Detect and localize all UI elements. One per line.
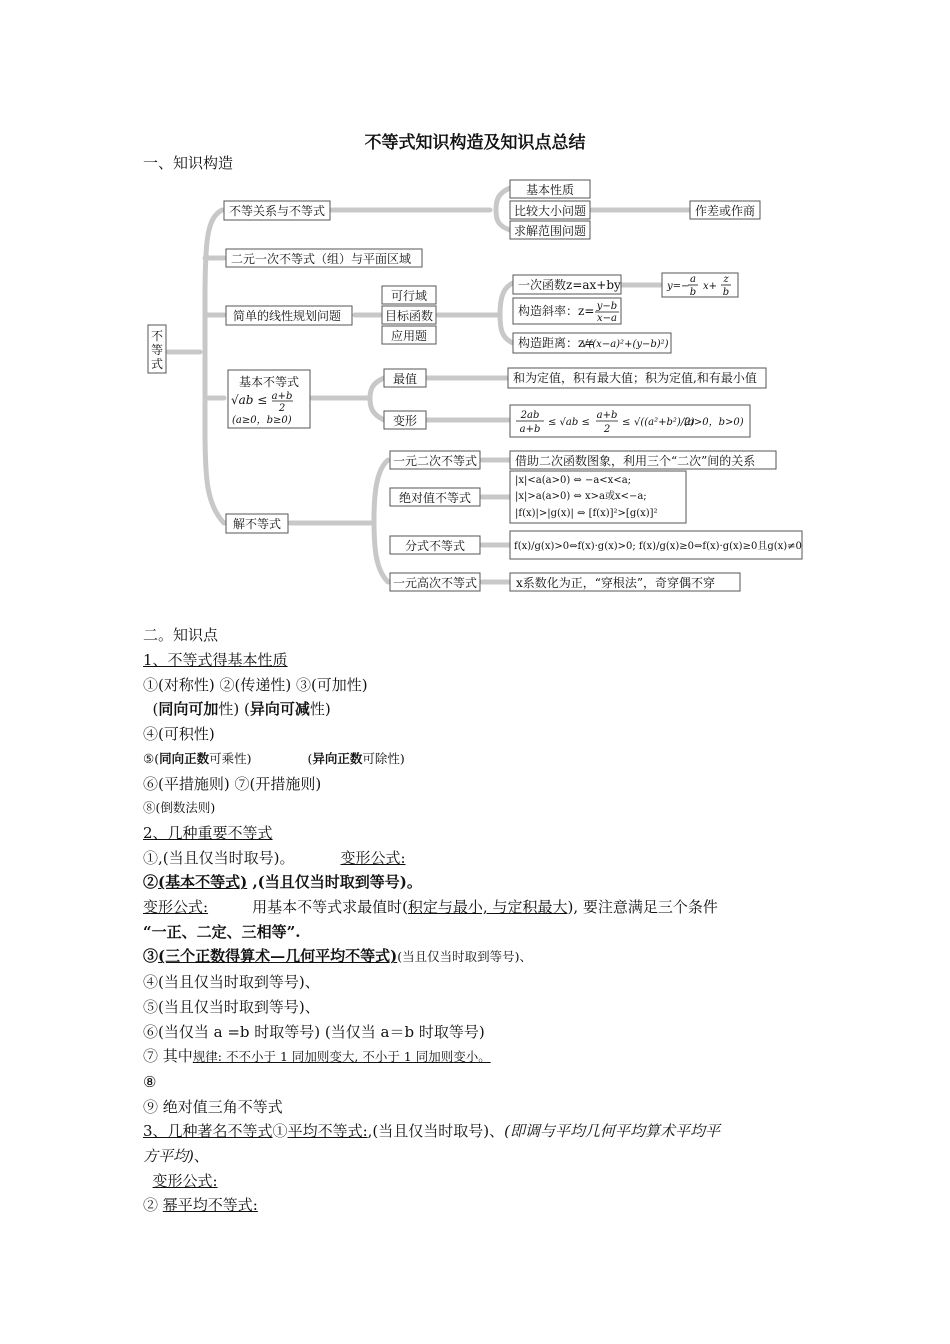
knowledge-structure-diagram: [0, 0, 950, 620]
variant-d1: a+b: [519, 424, 541, 435]
solve-absolute: 绝对值不等式: [398, 491, 472, 505]
variant-n1: 2ab: [520, 410, 540, 421]
properties-line-1: ①(对称性) ②(传递性) ③(可加性): [143, 675, 368, 694]
root-label-2: 等: [150, 343, 164, 357]
solve-high-degree: 一元高次不等式: [392, 576, 478, 590]
ineq-line-1: ①,(当且仅当时取号)。 变形公式:: [143, 848, 406, 867]
famous-line-1: 3、几种著名不等式①平均不等式:,(当且仅当时取号)、(即调与平均几何平均算术平均平: [143, 1122, 720, 1141]
ineq-line-4: “一正、二定、三相等”.: [143, 922, 301, 941]
lp-distance: 构造距离：z=: [518, 336, 595, 350]
line-form-n2: z: [723, 274, 729, 285]
famous-line-3: 变形公式:: [152, 1171, 218, 1190]
lp-application: 应用题: [390, 329, 428, 343]
line-form-d2: b: [722, 287, 730, 298]
properties-line-3: ④(可积性): [143, 725, 215, 744]
ineq-line-7: ⑤(当且仅当时取到等号)、: [143, 997, 320, 1016]
l1-basic: 基本不等式: [238, 375, 300, 389]
l1-region: 二元一次不等式（组）与平面区域: [231, 252, 412, 266]
l1-relation: 不等关系与不等式: [229, 204, 326, 218]
ineq-line-2: ②(基本不等式) ,(当且仅当时取到等号)。: [143, 873, 422, 892]
variant-r: √((a²+b²)/2): [634, 417, 695, 428]
solve-branch: [374, 460, 388, 582]
frac-text: f(x)/g(x)>0⇔f(x)·g(x)>0; f(x)/g(x)≥0⇔f(x)·g(x)≥0且g(x)≠0: [514, 541, 802, 552]
ineq-line-10: ⑧: [143, 1072, 157, 1091]
solve-quadratic: 一元二次不等式: [392, 454, 478, 468]
lp-linear: 一次函数z=ax+by: [518, 278, 621, 292]
variant-n2: a+b: [596, 410, 618, 421]
knowledge-notes: [143, 648, 823, 1218]
basic-branch: [370, 378, 384, 420]
rel-compare: 比较大小问题: [513, 204, 587, 218]
properties-line-5: ⑥(平措施则) ⑦(开措施则): [143, 774, 322, 793]
basic-formula-cond: (a≥0，b≥0): [232, 415, 292, 426]
basic-formula-num: a+b: [271, 391, 293, 402]
abs-line-3: |f(x)|>|g(x)| ⇔ [f(x)]²>[g(x)]²: [515, 508, 658, 519]
solve-fraction: 分式不等式: [404, 539, 466, 553]
abs-line-2: |x|>a(a>0) ⇔ x>a或x<−a;: [515, 491, 647, 502]
ineq-line-11: ⑨ 绝对值三角不等式: [143, 1097, 283, 1116]
ineq-line-8: ⑥(当仅当 a =b 时取等号) (当仅当 a＝b 时取等号): [143, 1022, 485, 1041]
rel-range: 求解范围问题: [513, 224, 587, 238]
ineq-line-6: ④(当且仅当时取到等号)、: [143, 973, 320, 992]
lp-branch: [500, 283, 513, 343]
basic-formula-left: √ab ≤: [231, 393, 268, 407]
line-form-mid: x+: [703, 281, 718, 292]
quad-text: 借助二次函数图象，利用三个“二次”间的关系: [515, 454, 756, 468]
line-form-left: y=−: [667, 281, 690, 292]
variant-m1: ≤ √ab ≤: [548, 417, 590, 428]
slope-den: x−a: [597, 313, 617, 324]
famous-line-2: 方平均)、: [143, 1147, 209, 1166]
section-2-heading: 二。知识点: [143, 626, 219, 644]
root-label-3: 式: [150, 357, 164, 371]
section-1-heading: 一、知识构造: [143, 154, 234, 172]
heading-important-ineq: 2、几种重要不等式: [143, 823, 273, 842]
page-title: 不等式知识构造及知识点总结: [364, 133, 586, 153]
line-form-d1: b: [689, 287, 697, 298]
properties-line-4: ⑤(同向正数可乘性) (异向正数可除性): [143, 750, 405, 766]
abs-line-1: |x|<a(a>0) ⇔ −a<x<a;: [515, 475, 632, 486]
basic-variant: 变形: [392, 414, 418, 428]
heading-basic-properties: 1、不等式得基本性质: [143, 651, 288, 669]
lp-objective: 目标函数: [384, 309, 434, 323]
rel-basic-property: 基本性质: [525, 183, 575, 197]
lp-feasible: 可行域: [390, 289, 428, 303]
relation-branch: [496, 188, 510, 230]
l1-solve: 解不等式: [232, 517, 282, 531]
l1-lp: 简单的线性规划问题: [233, 309, 342, 323]
famous-line-4: ② 幂平均不等式:: [143, 1196, 258, 1215]
variant-d2: 2: [603, 424, 611, 435]
distance-expr: √((x−a)²+(y−b)²): [582, 339, 669, 350]
lp-slope: 构造斜率：z=: [518, 304, 595, 318]
slope-num: y−b: [596, 301, 618, 312]
compare-method: 作差或作商: [694, 204, 756, 218]
basic-extreme: 最值: [392, 372, 418, 386]
properties-line-2: (同向可加性) (异向可减性): [143, 700, 331, 719]
properties-line-6: ⑧(倒数法则): [143, 800, 216, 816]
variant-m2: ≤: [622, 417, 631, 428]
variant-cond: (a>0，b>0): [684, 417, 744, 428]
line-form-n1: a: [690, 274, 696, 285]
basic-formula-den: 2: [278, 403, 286, 414]
extreme-text: 和为定值，积有最大值；积为定值,和有最小值: [513, 371, 757, 385]
ineq-line-9: ⑦ 其中规律: 不不小于 1 同加则变大, 不小于 1 同加则变小。: [143, 1047, 491, 1066]
ineq-line-3: 变形公式: 用基本不等式求最值时(积定与最小, 与定积最大), 要注意满足三个条件: [143, 898, 718, 917]
high-degree-text: x系数化为正，“穿根法”，奇穿偶不穿: [516, 576, 716, 590]
ineq-line-5: ③(三个正数得算术—几何平均不等式)(当且仅当时取到等号)、: [143, 947, 532, 966]
root-label-1: 不: [150, 329, 164, 343]
